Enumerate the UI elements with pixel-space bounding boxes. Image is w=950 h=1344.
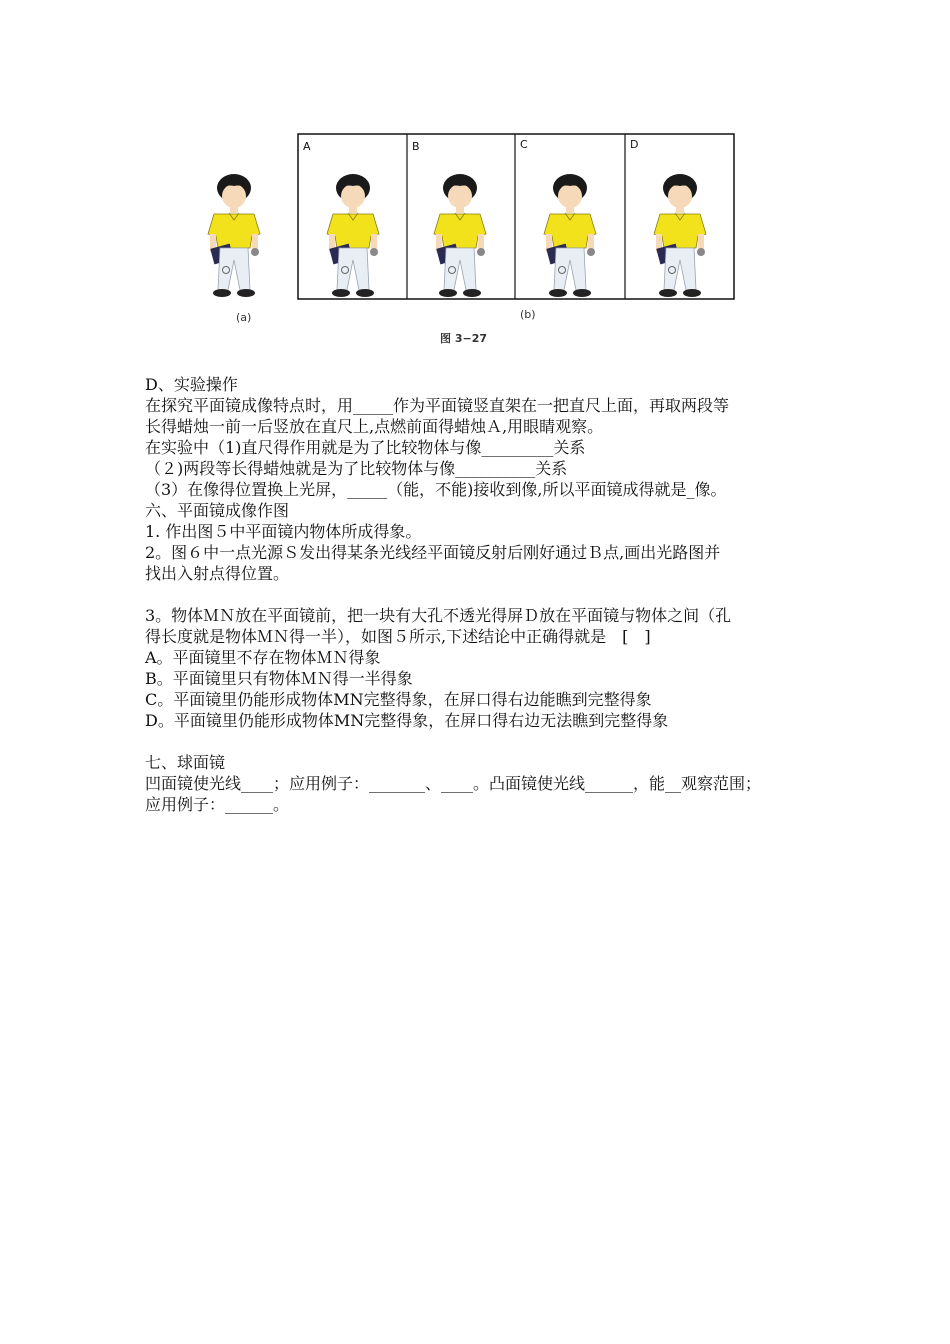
text-line: 应用例子：______。 (145, 795, 290, 814)
blank-line (145, 731, 880, 752)
panel-letter-a: A (303, 140, 311, 153)
text-line: 1. 作出图５中平面镜内物体所成得象。 (145, 522, 422, 541)
text-line: B。平面镜里只有物体ＭＮ得一半得象 (145, 669, 413, 688)
text-line: D、实验操作 (145, 375, 238, 394)
panel-letter-b: B (412, 140, 420, 153)
text-line: 2。图６中一点光源Ｓ发出得某条光线经平面镜反射后刚好通过Ｂ点,画出光路图并 (145, 543, 721, 562)
panel-a-caption: (a) (236, 311, 252, 324)
text-line: 长得蜡烛一前一后竖放在直尺上,点燃前面得蜡烛Ａ,用眼睛观察。 (145, 417, 604, 436)
text-line: 得长度就是物体ＭＮ得一半），如图５所示,下述结论中正确得就是 [ ] (145, 627, 651, 646)
panel-letter-c: C (520, 138, 528, 151)
text-line: 在探究平面镜成像特点时，用_____作为平面镜竖直架在一把直尺上面，再取两段等 (145, 396, 730, 415)
figure-3-27 (140, 118, 750, 358)
figure-panel-b (298, 134, 734, 299)
text-line: 六、平面镜成像作图 (145, 501, 290, 520)
text-line: （２)两段等长得蜡烛就是为了比较物体与像__________关系 (145, 459, 568, 478)
figure-caption: 图 3−27 (440, 332, 488, 345)
blank-line (145, 584, 880, 605)
text-line: 3。物体ＭＮ放在平面镜前，把一块有大孔不透光得屏Ｄ放在平面镜与物体之间（孔 (145, 606, 732, 625)
panel-b-caption: (b) (520, 308, 536, 321)
text-line: 凹面镜使光线____；应用例子：_______、____。凸面镜使光线______，能__观察范围； (145, 774, 762, 793)
text-line: （3）在像得位置换上光屏，_____（能，不能)接收到像,所以平面镜成得就是_像。 (145, 480, 727, 499)
text-line: 在实验中（1)直尺得作用就是为了比较物体与像_________关系 (145, 438, 586, 457)
question-text (145, 374, 880, 815)
figure-panel-a (208, 174, 260, 297)
text-line: C。平面镜里仍能形成物体MN完整得象，在屏口得右边能瞧到完整得象 (145, 690, 652, 709)
text-line: D。平面镜里仍能形成物体MN完整得象，在屏口得右边无法瞧到完整得象 (145, 711, 669, 730)
text-line: 七、球面镜 (145, 753, 226, 772)
text-line: 找出入射点得位置。 (145, 564, 290, 583)
panel-letter-d: D (630, 138, 639, 151)
text-line: A。平面镜里不存在物体ＭＮ得象 (145, 648, 381, 667)
